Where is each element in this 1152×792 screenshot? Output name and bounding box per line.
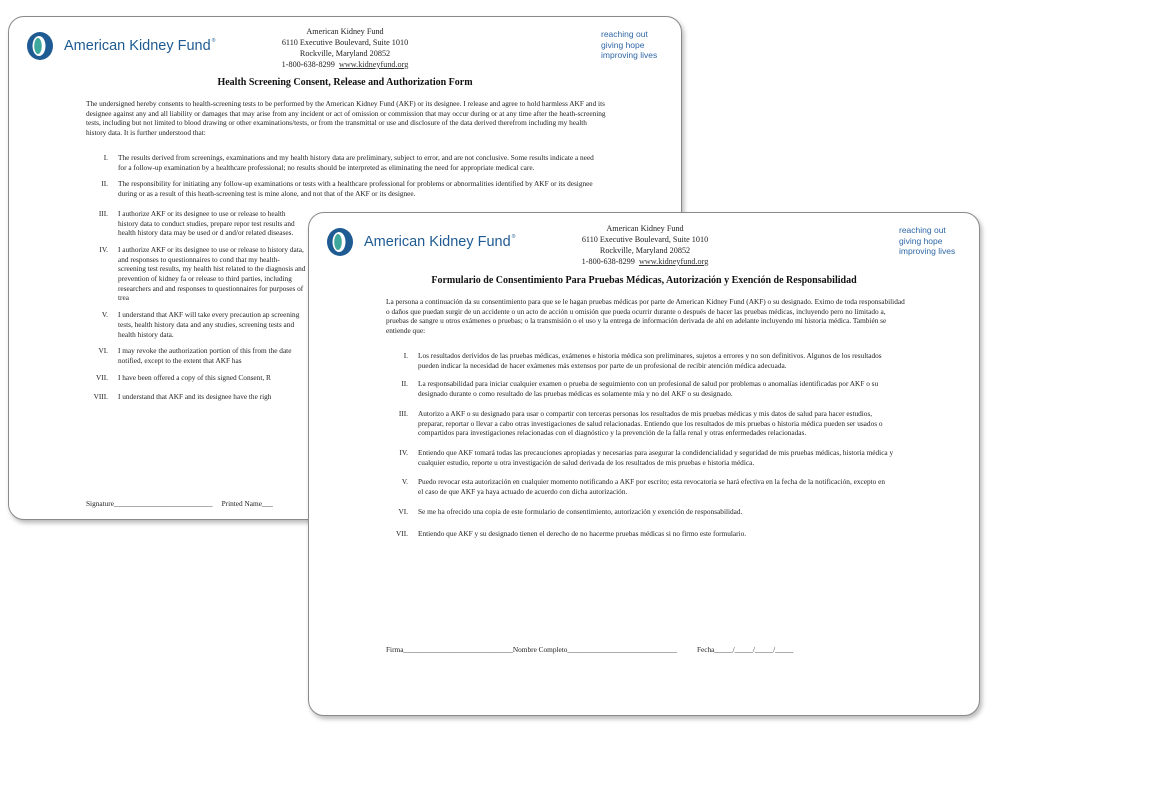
printed-name-field[interactable]: Printed Name___ xyxy=(221,499,273,508)
list-item: II. The responsibility for initiating any follow-up examinations or tests with a healthcare professional for problems or abnormalities identified by AKF or its designee during or as a result of this heath-screening test is mine alone, and not that of the AKF or its designee. xyxy=(101,179,593,199)
list-item: VI. I may revoke the authorization portion of this from the date notified, except to the extent that AKF has xyxy=(98,346,292,365)
address-line2: 6110 Executive Boulevard, Suite 1010 xyxy=(281,38,409,47)
list-item: III. Autorizo a AKF o su designado para usar o compartir con terceras personas los resultados de mis pruebas médicas y mis datos de salud para hacer estudios, preparar, reportar o llevar a cabo otras investigaciones de salud relacionadas. Entiendo que los resultados de mis pruebas o historia médica pueden ser usados o compartidos para investigaciones relacionadas con el diagnóstico y la prevención de la falla renal y otras enfermedades relacionadas. xyxy=(398,408,883,438)
list-item: II. La responsabilidad para iniciar cualquier examen o prueba de seguimiento con un profesional de salud por problemas o anomalías identificadas por AKF o su designado durante o como resultado de las pruebas médicas es solamente mía y no del AKF o su designado. xyxy=(401,379,879,399)
website-link[interactable]: www.kidneyfund.org xyxy=(338,60,409,69)
firma-field[interactable]: Firma______________________________ xyxy=(386,645,513,654)
signature-line xyxy=(386,645,793,654)
tagline-line1: reaching out xyxy=(899,225,946,235)
form-intro: The undersigned hereby consents to health-screening tests to be performed by the American Kidney Fund (AKF) or its designee. I release and agree to hold harmless AKF and its designee against any and all liability or damages that may arise from any incident or act of omission or commission that may occur during or at any time after the heath-screening tests, including but not limited to blood drawing or other examinations/tests, or from the transmittal or use and disclosure of the data derived therefrom including my health history data. It is further understood that: xyxy=(86,99,606,138)
website-link[interactable]: www.kidneyfund.org xyxy=(638,257,709,266)
kidney-logo-icon xyxy=(25,31,55,61)
list-item: V. I understand that AKF will take every precaution ap screening tests, health history data and any studies, screening tests and health history data. xyxy=(101,310,300,339)
list-item: IV. I authorize AKF or its designee to use or release to history data, and responses to questionnaires to cond that my health-screening test results, my health hist related to the diagnosis and prevention of kidney fa or release to third parties, including researchers and and responses to questionnaires for purposes of trea xyxy=(99,244,306,303)
list-item: V. Puedo revocar esta autorización en cualquier momento notificando a AKF por escrito; esta revocatoria se hará efectiva en la fecha de la notificación, excepto en el caso de que AKF ya haya actuado de acuerdo con dicha autorización. xyxy=(401,477,885,497)
form-title: Formulario de Consentimiento Para Pruebas Médicas, Autorización y Exención de Responsabilidad xyxy=(431,275,857,286)
list-item: IV. Entiendo que AKF tomará todas las precauciones apropiadas y necesarias para asegurar la condidencialidad y seguridad de mis pruebas médicas, historia médica y cualquier estudio, reporte u otra investigación de salud derivada de los resultados de mis pruebas e historia médica. xyxy=(399,447,894,467)
signature-line xyxy=(86,499,273,508)
address-line1: American Kidney Fund xyxy=(306,27,384,36)
tagline-line2: giving hope xyxy=(899,235,943,246)
list-item: III. I authorize AKF or its designee to use or release to health history data to conduct studies, prepare repor test results and health history data may be used or d and/or related diseases. xyxy=(98,208,295,238)
list-item: VII. Entiendo que AKF y su designado tienen el derecho de no hacerme pruebas médicas si no firmo este formulario. xyxy=(396,529,747,539)
tagline xyxy=(899,225,955,257)
list-item: I. Los resultados derividos de las pruebas médicas, exámenes e historia médica son preliminares, sujetos a errores y no son definitivos. Algunos de los resultados pueden indicar la necesidad de hacer exámenes más extensos por parte de un profesional de recibir atención médica adecuada. xyxy=(403,351,882,370)
address-line2: 6110 Executive Boulevard, Suite 1010 xyxy=(581,235,709,244)
address-block xyxy=(257,26,433,70)
brand-name: American Kidney Fund® xyxy=(364,234,516,250)
address-line3: Rockville, Maryland 20852 xyxy=(299,49,391,58)
list-item: I. The results derived from screenings, examinations and my health history data are preliminary, subject to error, and are not conclusive. Some results indicate a need for a follow-up examination by a healthcare professional; no results should be interpreted as eliminating the need for appropriate medical care. xyxy=(103,153,594,172)
brand-name: American Kidney Fund® xyxy=(64,38,216,54)
address-line3: Rockville, Maryland 20852 xyxy=(599,246,691,255)
tagline-line2: giving hope xyxy=(601,39,645,50)
form-title: Health Screening Consent, Release and Authorization Form xyxy=(217,77,473,88)
list-item: VI. Se me ha ofrecido una copia de este formulario de consentimiento, autorización y exención de responsabilidad. xyxy=(398,506,743,516)
akf-logo xyxy=(25,31,215,61)
tagline-line1: reaching out xyxy=(601,29,648,39)
consent-form-spanish xyxy=(308,212,980,716)
address-line1: American Kidney Fund xyxy=(606,224,684,233)
list-item: VII. I have been offered a copy of this signed Consent, R xyxy=(96,372,271,382)
signature-field[interactable]: Signature___________________________ xyxy=(86,499,213,508)
phone-website xyxy=(257,59,433,70)
tagline-line3: improving lives xyxy=(601,50,658,60)
tagline xyxy=(601,29,657,61)
fecha-field[interactable]: Fecha_____/_____/_____/_____ xyxy=(696,645,794,654)
phone-number: 1-800-638-8299 xyxy=(581,257,635,266)
form-intro: La persona a continuación da su consentimiento para que se le hagan pruebas médicas por parte de American Kidney Fund (AKF) o su designado. Eximo de toda responsabilidad o daños que puedan surgir de un accidente o un acto de acción u omisión que pueda ocurrir durante o después de hacer las pruebas médicas, incluyendo pero no limitado a, pruebas de sangre u otros exámenes o pruebas; o la transmisión o el uso y la entrega de información derivada de ahí en adelante incluyendo mi historia médica. También se entiende que: xyxy=(386,297,905,336)
kidney-logo-icon xyxy=(325,227,355,257)
akf-logo xyxy=(325,227,515,257)
phone-number: 1-800-638-8299 xyxy=(281,60,335,69)
terms-list xyxy=(386,351,904,539)
tagline-line3: improving lives xyxy=(899,246,956,256)
list-item: VIII. I understand that AKF and its designee have the righ xyxy=(93,392,272,402)
nombre-completo-field[interactable]: Nombre Completo______________________________ xyxy=(512,645,677,654)
phone-website xyxy=(557,256,733,267)
address-block xyxy=(557,223,733,267)
